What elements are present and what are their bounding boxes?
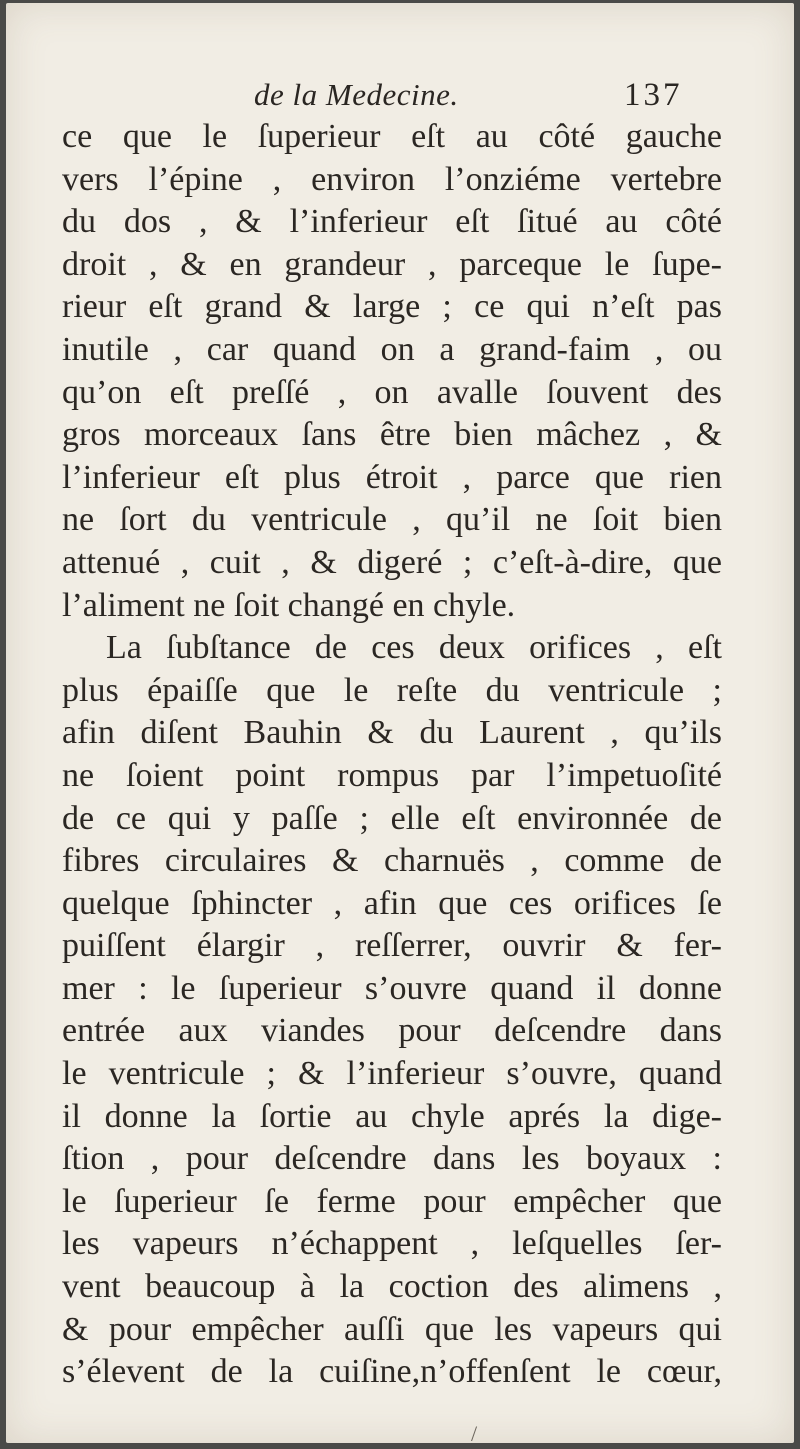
text-line: le ventricule ; & l’inferieur s’ouvre, quand (62, 1055, 722, 1093)
text-line: entrée aux viandes pour deſcendre dans (62, 1012, 722, 1050)
text-line: afin diſent Bauhin & du Laurent , qu’ils (62, 714, 722, 752)
book-page (6, 3, 794, 1446)
text-line: les vapeurs n’échappent , leſquelles ſer- (62, 1225, 722, 1263)
text-line: ne ſoient point rompus par l’impetuoſité (62, 756, 722, 794)
page-header (6, 73, 794, 121)
text-line: puiſſent élargir , reſſerrer, ouvrir & fer- (62, 927, 722, 965)
page-number: 137 (624, 77, 683, 113)
text-line: qu’on eſt preſſé , on avalle ſouvent des (62, 373, 722, 411)
text-line: droit , & en grandeur , parceque le ſupe- (62, 245, 722, 283)
text-line: il donne la ſortie au chyle aprés la dige- (62, 1097, 722, 1135)
text-line: La ſubſtance de ces deux orifices , eſt (106, 629, 722, 667)
text-line: mer : le ſuperieur s’ouvre quand il donne (62, 969, 722, 1007)
body-text (62, 116, 722, 1394)
text-line: rieur eſt grand & large ; ce qui n’eſt pas (62, 288, 722, 326)
bottom-mark: / (471, 1421, 478, 1446)
text-line: du dos , & l’inferieur eſt ſitué au côté (62, 203, 722, 241)
text-line: fibres circulaires & charnuës , comme de (62, 842, 722, 880)
text-line: ſtion , pour deſcendre dans les boyaux : (62, 1140, 722, 1178)
text-line: ne ſort du ventricule , qu’il ne ſoit bien (62, 501, 722, 539)
text-line: & pour empêcher auſſi que les vapeurs qui (62, 1310, 722, 1348)
text-line: inutile , car quand on a grand-faim , ou (62, 330, 722, 368)
text-line: plus épaiſſe que le reſte du ventricule ; (62, 671, 722, 709)
text-line: vent beaucoup à la coction des alimens , (62, 1268, 722, 1306)
text-line: ce que le ſuperieur eſt au côté gauche (62, 118, 722, 155)
text-line: quelque ſphincter , afin que ces orifices ſe (62, 884, 722, 922)
text-line: vers l’épine , environ l’onziéme vertebre (62, 160, 722, 198)
text-line: s’élevent de la cuiſine,n’offenſent le cœur, (62, 1353, 722, 1391)
text-line: gros morceaux ſans être bien mâchez , & (62, 416, 722, 454)
text-line: attenué , cuit , & digeré ; c’eſt-à-dire, que (62, 543, 722, 581)
text-line: de ce qui y paſſe ; elle eſt environnée de (62, 799, 722, 837)
text-line: l’aliment ne ſoit changé en chyle. (62, 586, 516, 624)
text-line: le ſuperieur ſe ferme pour empêcher que (62, 1182, 722, 1220)
running-title: de la Medecine. (254, 77, 459, 112)
text-line: l’inferieur eſt plus étroit , parce que rien (62, 458, 722, 496)
